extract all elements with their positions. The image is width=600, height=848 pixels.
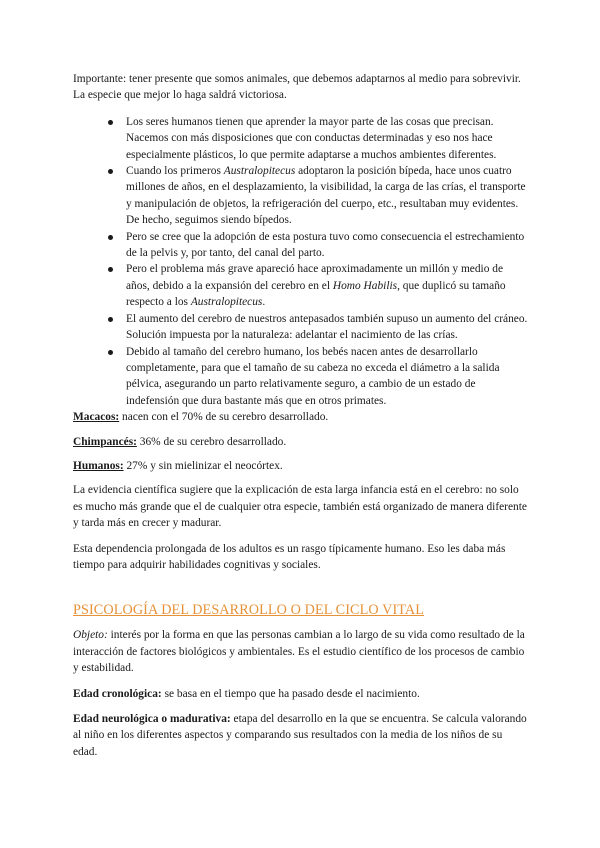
objeto-label: Objeto: <box>73 629 108 642</box>
list-item-text: . <box>262 296 266 309</box>
macacos-line <box>73 409 529 425</box>
edad-cronologica-text: se basa en el tiempo que ha pasado desde el nacimiento. <box>161 687 420 700</box>
dependency-paragraph: Esta dependencia prolongada de los adultos es un rasgo típicamente humano. Eso les daba más tiempo para adquirir habilidades cognitivas y sociales. <box>73 542 506 571</box>
list-item-text: Los seres humanos tienen que aprender la mayor parte de las cosas que precisan. Nacemos con más disposiciones que con conductas determinadas y eso nos hace especialmente plásticos, lo que permite adaptarse a muchos ambientes diferentes. <box>126 115 497 161</box>
list-item <box>73 344 529 410</box>
document-page <box>73 71 529 769</box>
list-item <box>73 261 529 310</box>
bullet-icon <box>108 317 113 322</box>
humanos-text: 27% y sin mielinizar el neocórtex. <box>123 459 283 472</box>
objeto-paragraph <box>73 627 529 676</box>
list-item-text: adoptaron la posición bípeda, hace unos cuatro millones de años, en el desplazamiento, la visibilidad, la carga de las crías, el transporte y manipulación de objetos, la refrigeración del cuerpo, etc., resultaban muy evidentes. De hecho, seguimos siendo bípedos. <box>126 165 526 227</box>
list-item-text: Pero el problema más grave apareció hace aproximadamente un millón y medio de años, debido a la expansión del cerebro en el <box>126 263 504 292</box>
bullet-icon <box>108 169 113 174</box>
species-name: Australopitecus <box>223 165 296 178</box>
edad-cronologica-paragraph <box>73 686 529 702</box>
humanos-label: Humanos: <box>73 459 124 472</box>
edad-neurologica-text: etapa del desarrollo en la que se encuentra. Se calcula valorando al niño en los diferentes aspectos y comparando sus resultados con la media de los niños de su edad. <box>73 713 527 758</box>
macacos-label: Macacos: <box>73 411 120 424</box>
edad-neurologica-label: Edad neurológica o madurativa: <box>73 713 231 725</box>
bullet-icon <box>108 267 113 272</box>
section-heading: PSICOLOGÍA DEL DESARROLLO O DEL CICLO VITAL <box>73 602 425 619</box>
list-item-text: , que duplicó su tamaño respecto a los <box>126 279 506 309</box>
bullet-icon <box>108 120 113 125</box>
bullet-list <box>73 114 529 409</box>
macacos-text: nacen con el 70% de su cerebro desarrollado. <box>119 411 329 424</box>
bullet-icon <box>108 350 113 355</box>
chimpances-line <box>73 434 529 450</box>
list-item-text: El aumento del cerebro de nuestros antepasados también supuso un aumento del cráneo. Solución impuesta por la naturaleza: adelantar el nacimiento de las crías. <box>126 312 528 342</box>
chimpances-label: Chimpancés: <box>73 435 137 448</box>
list-item <box>73 163 529 229</box>
humanos-line <box>73 458 529 474</box>
list-item <box>73 229 529 262</box>
intro-paragraph: Importante: tener presente que somos animales, que debemos adaptarnos al medio para sobrevivir. La especie que mejor lo haga saldrá victoriosa. <box>73 73 521 102</box>
evidence-paragraph: La evidencia científica sugiere que la explicación de esta larga infancia está en el cerebro: no solo es mucho más grande que el de cualquier otra especie, también está organizado de manera diferente y tarda más en crecer y madurar. <box>73 484 527 530</box>
bullet-icon <box>108 235 113 240</box>
species-name: Australopitecus <box>190 296 263 309</box>
list-item-text: Debido al tamaño del cerebro humano, los bebés nacen antes de desarrollarlo completamente, para que el tamaño de su cabeza no exceda el diámetro a la salida pélvica, asegurando un parto relativamente seguro, a cambio de un estado de indefensión que dura bastante más que en otros primates. <box>126 345 500 407</box>
list-item <box>73 311 529 344</box>
chimpances-text: 36% de su cerebro desarrollado. <box>136 435 287 448</box>
list-item-text: Pero se cree que la adopción de esta postura tuvo como consecuencia el estrechamiento de la pelvis y, por tanto, del canal del parto. <box>126 230 525 260</box>
species-name: Homo Habilis <box>332 279 398 292</box>
list-item <box>73 114 529 163</box>
edad-neurologica-paragraph <box>73 711 529 760</box>
list-item-text: Cuando los primeros <box>126 165 224 178</box>
objeto-text: interés por la forma en que las personas cambian a lo largo de su vida como resultado de la interacción de factores biológicos y ambientales. Es el estudio científico de los procesos de cambio y estabilidad. <box>73 629 525 675</box>
edad-cronologica-label: Edad cronológica: <box>73 687 162 700</box>
